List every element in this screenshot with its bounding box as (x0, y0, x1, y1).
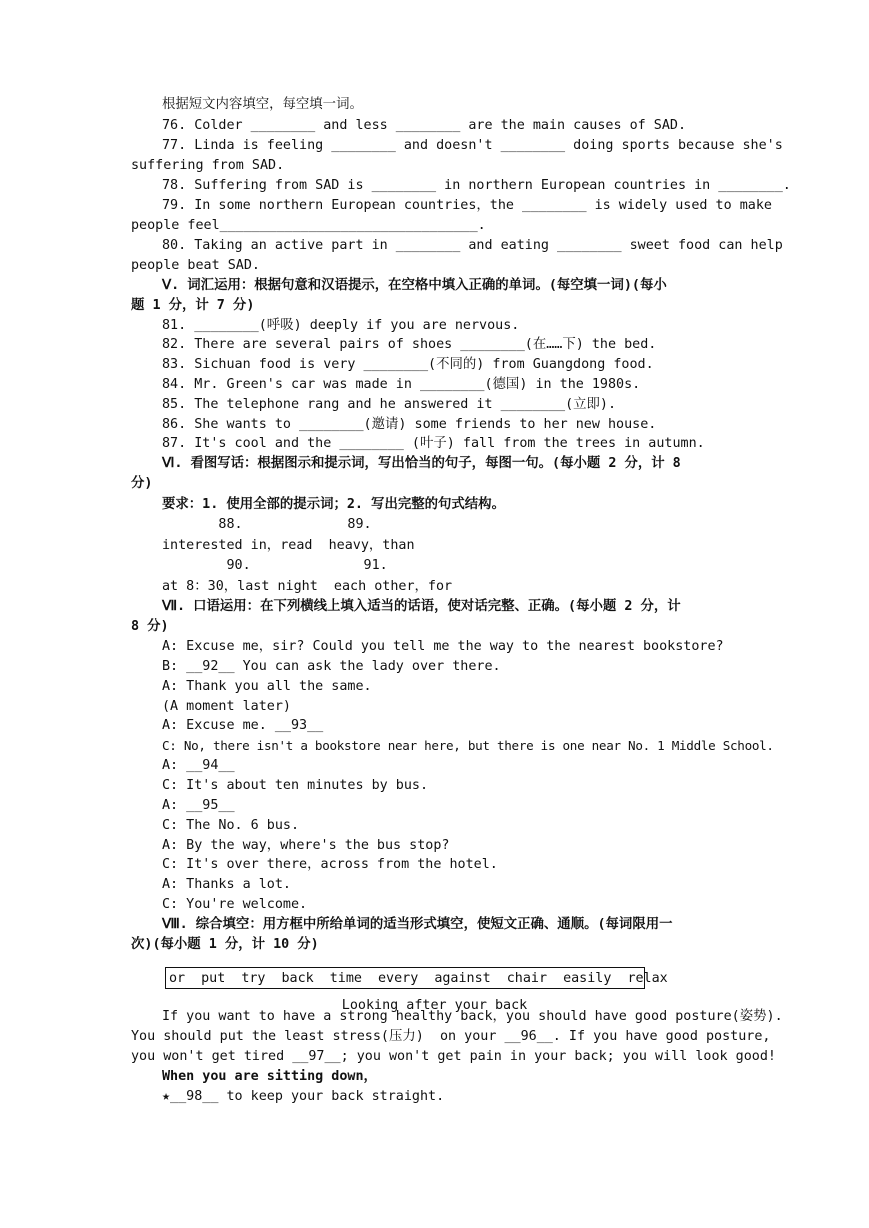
text-line: suffering from SAD. (131, 158, 285, 173)
text-line: 80. Taking an active part in ________ and eating ________ sweet food can help (162, 238, 783, 253)
text-line: 77. Linda is feeling ________ and doesn't ________ doing sports because she's (162, 138, 783, 153)
text-line: 85. The telephone rang and he answered it ________(立即). (162, 397, 617, 412)
text-line: C: No, there isn't a bookstore near here, but there is one near No. 1 Middle School. (162, 738, 774, 753)
word-box (165, 967, 668, 989)
text-line: 82. There are several pairs of shoes ________(在……下) the bed. (162, 337, 657, 352)
text-line: 79. In some northern European countries，the ________ is widely used to make (162, 198, 772, 213)
text-line: C: It's over there，across from the hotel. (162, 857, 498, 872)
text-line: ★__98__ to keep your back straight. (162, 1089, 445, 1104)
text-line: Ⅵ. 看图写话：根据图示和提示词，写出恰当的句子，每图一句。(每小题 2 分，计 8 (162, 456, 681, 471)
text-line: C: It's about ten minutes by bus. (162, 778, 429, 793)
word-box-item: try (241, 970, 266, 986)
text-line: (A moment later) (162, 699, 291, 714)
text-line: C: The No. 6 bus. (162, 818, 300, 833)
text-line: 要求：1. 使用全部的提示词；2. 写出完整的句式结构。 (162, 497, 505, 512)
text-line: 76. Colder ________ and less ________ are the main causes of SAD. (162, 118, 687, 133)
text-line: 90. 91. (162, 558, 388, 573)
text-line: You should put the least stress(压力) on your __96__. If you have good posture, (131, 1029, 771, 1044)
word-box-item: chair (506, 970, 548, 986)
text-line: 87. It's cool and the ________ (叶子) fall from the trees in autumn. (162, 436, 705, 451)
text-line: A: __94__ (162, 758, 235, 773)
text-line: 81. ________(呼吸) deeply if you are nervous. (162, 318, 520, 333)
text-line: 次)(每小题 1 分，计 10 分) (131, 937, 319, 952)
text-line: interested in，read heavy，than (162, 538, 415, 553)
word-box-item: easily (563, 970, 612, 986)
text-line: 8 分) (131, 619, 169, 634)
passage-title: Looking after your back (341, 998, 528, 1013)
text-line: you won't get tired __97__; you won't get pain in your back; you will look good! (131, 1049, 776, 1064)
text-line: Ⅴ. 词汇运用：根据句意和汉语提示，在空格中填入正确的单词。(每空填一词)(每小 (162, 278, 667, 293)
text-line: 88. 89. (162, 517, 372, 532)
text-line: B: __92__ You can ask the lady over there. (162, 659, 501, 674)
text-line: If you want to have a strong healthy back，you should have good posture(姿势). (162, 1009, 783, 1024)
text-line: 83. Sichuan food is very ________(不同的) from Guangdong food. (162, 357, 654, 372)
text-line: 78. Suffering from SAD is ________ in northern European countries in ________. (162, 178, 791, 193)
text-line: A: Thanks a lot. (162, 877, 291, 892)
word-box-item: put (201, 970, 226, 986)
word-box-item: every (378, 970, 419, 986)
text-line: people beat SAD. (131, 258, 260, 273)
word-box-item: relax (627, 970, 668, 986)
text-line: A: Excuse me. __93__ (162, 718, 324, 733)
text-line: at 8：30，last night each other，for (162, 579, 453, 594)
text-line: people feel________________________________. (131, 218, 486, 233)
text-line: Ⅶ. 口语运用：在下列横线上填入适当的话语，使对话完整、正确。(每小题 2 分，计 (162, 599, 681, 614)
text-line: 题 1 分，计 7 分) (131, 298, 255, 313)
text-line: When you are sitting down， (162, 1069, 377, 1084)
word-box-item: back (281, 970, 314, 986)
text-line: 根据短文内容填空，每空填一词。 (162, 97, 363, 112)
text-line: A: __95__ (162, 798, 235, 813)
word-box-item: time (329, 970, 362, 986)
text-line: 86. She wants to ________(邀请) some friends to her new house. (162, 417, 657, 432)
word-box-item: against (434, 970, 491, 986)
text-line: A: Excuse me，sir? Could you tell me the way to the nearest bookstore? (162, 639, 724, 654)
text-line: Ⅷ. 综合填空：用方框中所给单词的适当形式填空，使短文正确、通顺。(每词限用一 (162, 917, 673, 932)
text-line: A: Thank you all the same. (162, 679, 372, 694)
word-box-item: or (169, 970, 186, 986)
text-line: A: By the way，where's the bus stop? (162, 838, 450, 853)
text-line: 分) (131, 476, 153, 491)
text-line: C: You're welcome. (162, 897, 308, 912)
text-line: 84. Mr. Green's car was made in ________(德国) in the 1980s. (162, 377, 641, 392)
